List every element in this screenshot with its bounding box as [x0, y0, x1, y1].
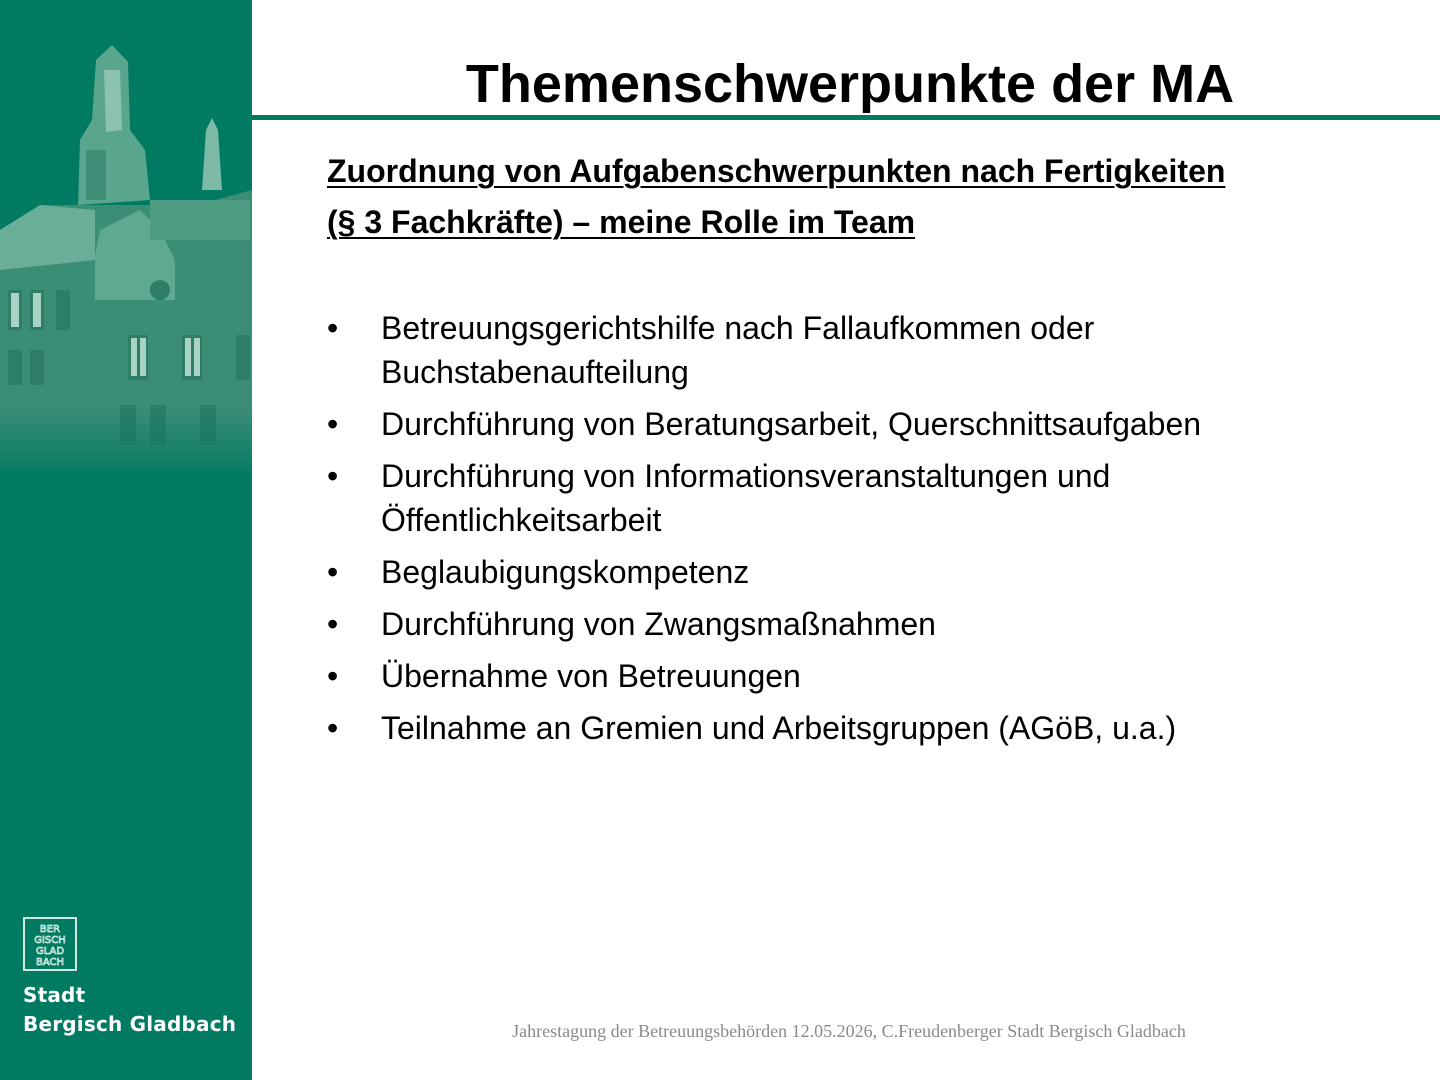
sidebar	[0, 0, 252, 1080]
logo-mark-line-1: BER	[39, 924, 61, 935]
bullet-icon: •	[327, 406, 339, 442]
bullet-text-line-1: Durchführung von Beratungsarbeit, Querschnittsaufgaben	[381, 406, 1202, 442]
subheading-line-1: Zuordnung von Aufgabenschwerpunkten nach Fertigkeiten	[327, 153, 1226, 189]
bullet-icon: •	[327, 458, 339, 494]
title-divider	[252, 115, 1440, 120]
bullet-text-line-2: Öffentlichkeitsarbeit	[381, 502, 662, 538]
bullet-text-line-1: Übernahme von Betreuungen	[381, 658, 801, 694]
bullet-text-line-1: Beglaubigungskompetenz	[381, 554, 750, 590]
logo-mark-line-3: GLAD	[35, 946, 65, 957]
town-hall-photo	[0, 0, 252, 480]
bullet-icon: •	[327, 658, 339, 694]
bullet-list	[327, 306, 1407, 758]
bullet-item	[327, 402, 1407, 446]
logo-mark-line-2: GISCH	[34, 935, 66, 946]
slide-title: Themenschwerpunkte der MA	[465, 54, 1235, 114]
bullet-icon: •	[327, 310, 339, 346]
bullet-item	[327, 306, 1407, 394]
bullet-item	[327, 706, 1407, 750]
bullet-icon: •	[327, 554, 339, 590]
bullet-icon: •	[327, 606, 339, 642]
logo-text-stadt: Stadt	[23, 983, 86, 1007]
bullet-text-line-2: Buchstabenaufteilung	[381, 354, 689, 390]
bullet-text-line-1: Durchführung von Informationsveranstaltungen und	[381, 458, 1111, 494]
logo-mark-line-4: BACH	[35, 957, 65, 968]
bullet-item	[327, 550, 1407, 594]
bullet-text-line-1: Teilnahme an Gremien und Arbeitsgruppen (AGöB, u.a.)	[381, 710, 1177, 746]
bullet-item	[327, 454, 1407, 542]
bullet-text-line-1: Betreuungsgerichtshilfe nach Fallaufkommen oder	[381, 310, 1095, 346]
bullet-icon: •	[327, 710, 339, 746]
logo-text-city: Bergisch Gladbach	[23, 1012, 237, 1036]
subheading-line-2: (§ 3 Fachkräfte) – meine Rolle im Team	[327, 204, 916, 240]
bullet-item	[327, 602, 1407, 646]
slide-footer: Jahrestagung der Betreuungsbehörden 12.05.2026, C.Freudenberger Stadt Bergisch Gladbach	[512, 1021, 1186, 1041]
city-logo-mark	[23, 917, 77, 971]
bullet-text-line-1: Durchführung von Zwangsmaßnahmen	[381, 606, 936, 642]
bullet-item	[327, 654, 1407, 698]
